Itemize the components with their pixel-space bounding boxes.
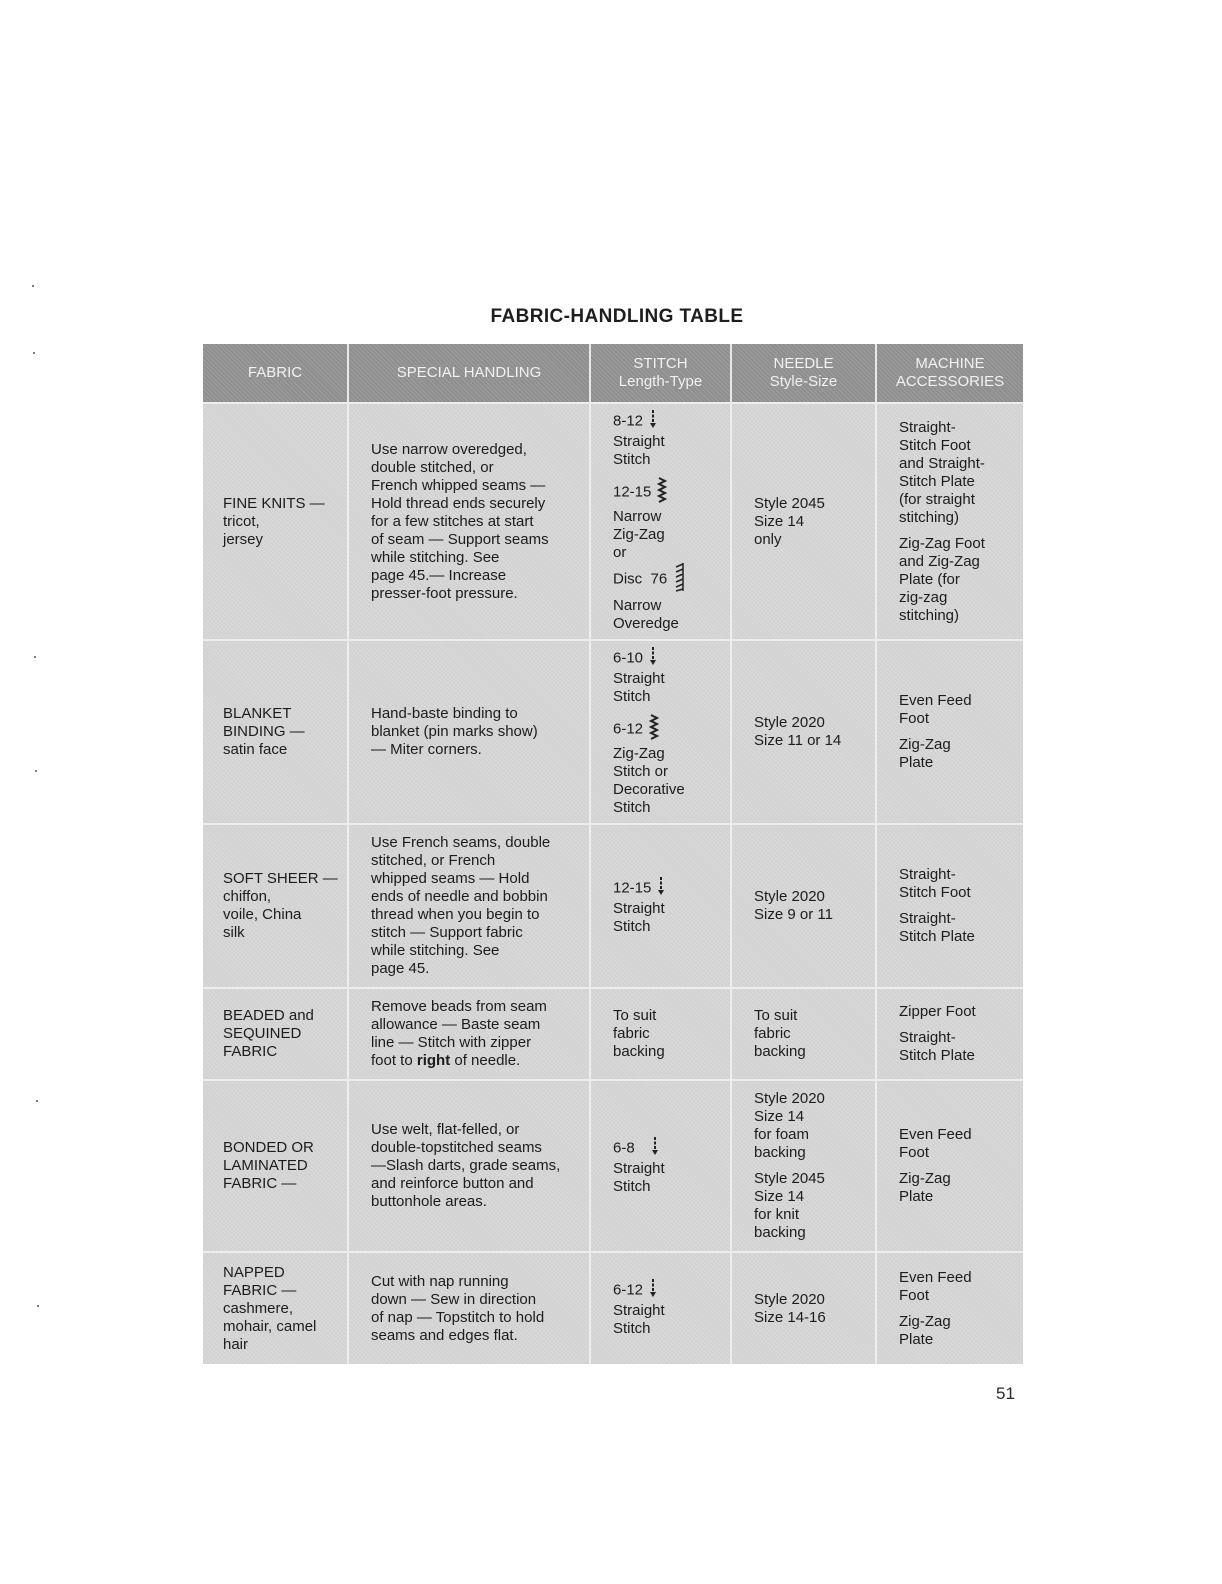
table-row (203, 403, 1023, 640)
accessories-cell: Zipper Foot Straight- Stitch Plate (876, 988, 1023, 1080)
stitch-cell (590, 403, 731, 640)
scan-speck (36, 1100, 38, 1102)
needle-cell: Style 2020 Size 14-16 (731, 1252, 876, 1364)
fabric-cell: BLANKET BINDING — satin face (203, 640, 348, 824)
stitch-entry: Disc 76 Narrow Overedge (613, 562, 726, 633)
fabric-handling-table (203, 344, 1023, 1364)
stitch-cell (590, 640, 731, 824)
scan-speck (34, 656, 36, 658)
stitch-entry: 12-15 Straight Stitch (613, 877, 726, 936)
straight-stitch-icon (651, 1137, 659, 1160)
fabric-cell: BONDED OR LAMINATED FABRIC — (203, 1080, 348, 1252)
page-title: FABRIC-HANDLING TABLE (490, 306, 744, 327)
straight-stitch-icon (649, 1279, 657, 1302)
column-header-needle: NEEDLE Style-Size (731, 344, 876, 403)
stitch-entry: 8-12 Straight Stitch (613, 410, 726, 469)
table-header-row (203, 344, 1023, 403)
page-number: 51 (996, 1384, 1015, 1403)
needle-cell: Style 2045 Size 14 only (731, 403, 876, 640)
fabric-cell: SOFT SHEER — chiffon, voile, China silk (203, 824, 348, 988)
accessories-cell: Even Feed Foot Zig-Zag Plate (876, 1252, 1023, 1364)
column-header-stitch: STITCH Length-Type (590, 344, 731, 403)
needle-cell: To suit fabric backing (731, 988, 876, 1080)
stitch-cell (590, 1080, 731, 1252)
zigzag-stitch-icon (649, 714, 659, 745)
special-handling-cell: Use welt, flat-felled, or double-topstitched seams —Slash darts, grade seams, and reinforce button and buttonhole areas. (348, 1080, 590, 1252)
accessories-cell: Even Feed Foot Zig-Zag Plate (876, 640, 1023, 824)
fabric-cell: BEADED and SEQUINED FABRIC (203, 988, 348, 1080)
fabric-cell: FINE KNITS — tricot, jersey (203, 403, 348, 640)
stitch-entry: 6-8 Straight Stitch (613, 1137, 726, 1196)
scan-speck (37, 1305, 39, 1307)
column-header-fabric: FABRIC (203, 344, 348, 403)
stitch-cell (590, 1252, 731, 1364)
needle-cell: Style 2020 Size 9 or 11 (731, 824, 876, 988)
accessories-cell: Even Feed Foot Zig-Zag Plate (876, 1080, 1023, 1252)
special-handling-cell: Remove beads from seam allowance — Baste seam line — Stitch with zipper foot to right of needle. (348, 988, 590, 1080)
table-row (203, 1252, 1023, 1364)
stitch-entry: 12-15 Narrow Zig-Zag or (613, 477, 726, 562)
column-header-special-handling: SPECIAL HANDLING (348, 344, 590, 403)
needle-cell: Style 2020 Size 11 or 14 (731, 640, 876, 824)
accessories-cell: Straight- Stitch Foot and Straight- Stitch Plate (for straight stitching) Zig-Zag Foot and Zig-Zag Plate (for zig-zag stitching) (876, 403, 1023, 640)
table-row (203, 640, 1023, 824)
table-row (203, 1080, 1023, 1252)
table-row (203, 824, 1023, 988)
column-header-machine-accessories: MACHINE ACCESSORIES (876, 344, 1023, 403)
table-row (203, 988, 1023, 1080)
special-handling-cell: Use French seams, double stitched, or French whipped seams — Hold ends of needle and bobbin thread when you begin to stitch — Support fabric while stitching. See page 45. (348, 824, 590, 988)
stitch-entry: 6-12 Zig-Zag Stitch or Decorative Stitch (613, 714, 726, 817)
zigzag-stitch-icon (657, 477, 667, 508)
stitch-entry: 6-12 Straight Stitch (613, 1279, 726, 1338)
straight-stitch-icon (649, 647, 657, 670)
stitch-entry: 6-10 Straight Stitch (613, 647, 726, 706)
scan-speck (32, 285, 34, 287)
special-handling-cell: Cut with nap running down — Sew in direction of nap — Topstitch to hold seams and edges flat. (348, 1252, 590, 1364)
straight-stitch-icon (649, 410, 657, 433)
special-handling-cell: Use narrow overedged, double stitched, or French whipped seams — Hold thread ends securely for a few stitches at start of seam — Support seams while stitching. See page 45.— Increase presser-foot pressure. (348, 403, 590, 640)
overedge-stitch-icon (673, 562, 685, 597)
scan-speck (35, 770, 37, 772)
needle-cell: Style 2020 Size 14 for foam backing Style 2045 Size 14 for knit backing (731, 1080, 876, 1252)
fabric-cell: NAPPED FABRIC — cashmere, mohair, camel hair (203, 1252, 348, 1364)
scan-speck (33, 352, 35, 354)
special-handling-cell: Hand-baste binding to blanket (pin marks show) — Miter corners. (348, 640, 590, 824)
straight-stitch-icon (657, 877, 665, 900)
accessories-cell: Straight- Stitch Foot Straight- Stitch Plate (876, 824, 1023, 988)
stitch-cell: To suit fabric backing (590, 988, 731, 1080)
stitch-cell (590, 824, 731, 988)
